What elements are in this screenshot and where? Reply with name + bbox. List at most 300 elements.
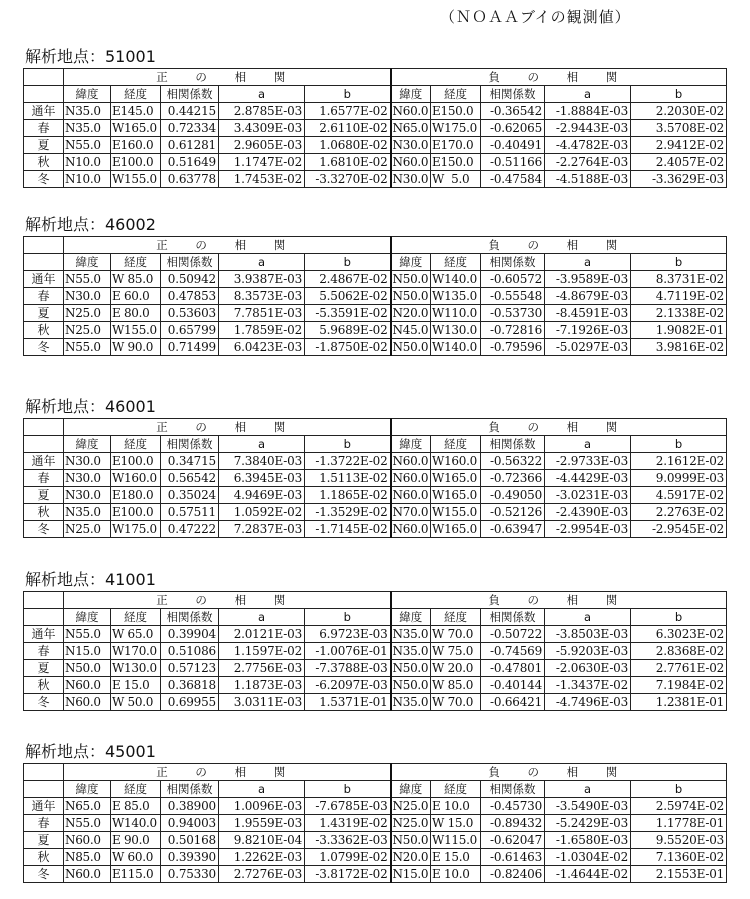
column-header-a: a	[219, 436, 305, 453]
column-header-lon: 経度	[111, 781, 161, 798]
table-row	[24, 120, 727, 137]
negative-lon-cell: W160.0	[431, 453, 481, 470]
positive-b-cell: -1.3529E-02	[305, 504, 391, 521]
negative-lon-cell: W165.0	[431, 487, 481, 504]
column-header-a: a	[545, 86, 631, 103]
season-cell: 秋	[24, 677, 64, 694]
table-row	[24, 866, 727, 883]
positive-group-header: 正 の 相 関	[64, 592, 391, 609]
season-cell: 通年	[24, 271, 64, 288]
positive-lon-cell: W170.0	[111, 643, 161, 660]
column-header-corr: 相関係数	[481, 781, 545, 798]
negative-b-cell: 2.4057E-02	[631, 154, 727, 171]
negative-corr-cell: -0.52126	[481, 504, 545, 521]
positive-b-cell: -1.0076E-01	[305, 643, 391, 660]
positive-lat-cell: N35.0	[64, 120, 111, 137]
positive-b-cell: 1.0680E-02	[305, 137, 391, 154]
positive-corr-cell: 0.53603	[161, 305, 219, 322]
column-header-a: a	[545, 436, 631, 453]
column-header-lat: 緯度	[64, 254, 111, 271]
column-header-corr: 相関係数	[481, 609, 545, 626]
negative-lon-cell: W110.0	[431, 305, 481, 322]
positive-lat-cell: N50.0	[64, 660, 111, 677]
column-header-b: b	[305, 609, 391, 626]
positive-b-cell: -5.3591E-02	[305, 305, 391, 322]
site-title: 解析地点：46002	[25, 215, 156, 234]
column-header-lat: 緯度	[64, 436, 111, 453]
positive-a-cell: 1.1747E-02	[219, 154, 305, 171]
negative-a-cell: -5.2429E-03	[545, 815, 631, 832]
negative-lat-cell: N65.0	[391, 120, 431, 137]
table-row	[24, 154, 727, 171]
season-cell: 冬	[24, 339, 64, 356]
negative-corr-cell: -0.72366	[481, 470, 545, 487]
season-cell: 冬	[24, 866, 64, 883]
table-row	[24, 643, 727, 660]
positive-b-cell: -6.2097E-03	[305, 677, 391, 694]
negative-b-cell: 8.3731E-02	[631, 271, 727, 288]
positive-b-cell: 2.4867E-02	[305, 271, 391, 288]
table-row	[24, 171, 727, 188]
negative-lat-cell: N60.0	[391, 453, 431, 470]
column-header-b: b	[631, 609, 727, 626]
column-header-a: a	[545, 254, 631, 271]
negative-lat-cell: N50.0	[391, 288, 431, 305]
positive-lat-cell: N30.0	[64, 453, 111, 470]
positive-a-cell: 1.2262E-03	[219, 849, 305, 866]
negative-a-cell: -2.4390E-03	[545, 504, 631, 521]
positive-corr-cell: 0.71499	[161, 339, 219, 356]
positive-group-header: 正 の 相 関	[64, 419, 391, 436]
column-header-lat: 緯度	[64, 609, 111, 626]
negative-group-header: 負 の 相 関	[391, 592, 727, 609]
negative-lon-cell: W155.0	[431, 504, 481, 521]
positive-lat-cell: N25.0	[64, 305, 111, 322]
season-cell: 夏	[24, 305, 64, 322]
negative-corr-cell: -0.62065	[481, 120, 545, 137]
column-header-b: b	[631, 436, 727, 453]
positive-a-cell: 1.9559E-03	[219, 815, 305, 832]
negative-lat-cell: N50.0	[391, 271, 431, 288]
negative-a-cell: -2.0630E-03	[545, 660, 631, 677]
negative-lon-cell: W 20.0	[431, 660, 481, 677]
positive-b-cell: 2.6110E-02	[305, 120, 391, 137]
positive-a-cell: 7.2837E-03	[219, 521, 305, 538]
column-header-lat: 緯度	[391, 609, 431, 626]
table-row	[24, 470, 727, 487]
negative-b-cell: 7.1984E-02	[631, 677, 727, 694]
negative-corr-cell: -0.63947	[481, 521, 545, 538]
negative-b-cell: 2.1553E-01	[631, 866, 727, 883]
positive-corr-cell: 0.35024	[161, 487, 219, 504]
positive-corr-cell: 0.69955	[161, 694, 219, 711]
positive-a-cell: 1.1873E-03	[219, 677, 305, 694]
positive-lat-cell: N55.0	[64, 137, 111, 154]
negative-a-cell: -3.9589E-03	[545, 271, 631, 288]
positive-corr-cell: 0.50942	[161, 271, 219, 288]
column-header-corr: 相関係数	[481, 86, 545, 103]
negative-lon-cell: W165.0	[431, 470, 481, 487]
column-header-a: a	[545, 781, 631, 798]
positive-corr-cell: 0.51649	[161, 154, 219, 171]
negative-group-header: 負 の 相 関	[391, 237, 727, 254]
negative-a-cell: -3.0231E-03	[545, 487, 631, 504]
positive-lon-cell: E 85.0	[111, 798, 161, 815]
negative-lat-cell: N70.0	[391, 504, 431, 521]
negative-corr-cell: -0.79596	[481, 339, 545, 356]
positive-b-cell: 5.5062E-02	[305, 288, 391, 305]
negative-lon-cell: W140.0	[431, 271, 481, 288]
negative-a-cell: -4.5188E-03	[545, 171, 631, 188]
column-header-lon: 経度	[111, 436, 161, 453]
negative-corr-cell: -0.55548	[481, 288, 545, 305]
site-title: 解析地点：45001	[25, 742, 156, 761]
positive-lon-cell: E 15.0	[111, 677, 161, 694]
negative-lon-cell: W140.0	[431, 339, 481, 356]
correlation-table	[23, 418, 727, 538]
negative-b-cell: 4.7119E-02	[631, 288, 727, 305]
column-header-b: b	[305, 86, 391, 103]
positive-corr-cell: 0.56542	[161, 470, 219, 487]
positive-b-cell: -7.6785E-03	[305, 798, 391, 815]
season-cell: 秋	[24, 504, 64, 521]
correlation-table	[23, 68, 727, 188]
negative-a-cell: -4.4782E-03	[545, 137, 631, 154]
positive-corr-cell: 0.39390	[161, 849, 219, 866]
negative-b-cell: 2.9412E-02	[631, 137, 727, 154]
negative-a-cell: -1.3437E-02	[545, 677, 631, 694]
positive-lon-cell: W175.0	[111, 521, 161, 538]
positive-lat-cell: N85.0	[64, 849, 111, 866]
column-header-corr: 相関係数	[161, 254, 219, 271]
negative-lat-cell: N50.0	[391, 677, 431, 694]
positive-corr-cell: 0.65799	[161, 322, 219, 339]
positive-lat-cell: N60.0	[64, 694, 111, 711]
positive-lon-cell: E 60.0	[111, 288, 161, 305]
negative-lon-cell: W 5.0	[431, 171, 481, 188]
positive-lat-cell: N10.0	[64, 171, 111, 188]
positive-b-cell: 1.6577E-02	[305, 103, 391, 120]
column-header-lat: 緯度	[391, 781, 431, 798]
season-cell: 春	[24, 288, 64, 305]
positive-corr-cell: 0.34715	[161, 453, 219, 470]
negative-lat-cell: N30.0	[391, 171, 431, 188]
column-header-b: b	[305, 781, 391, 798]
site-block-4	[23, 742, 726, 883]
correlation-table	[23, 763, 727, 883]
column-header-lon: 経度	[431, 436, 481, 453]
negative-a-cell: -8.4591E-03	[545, 305, 631, 322]
season-cell: 秋	[24, 849, 64, 866]
negative-lon-cell: E170.0	[431, 137, 481, 154]
column-header-lon: 経度	[111, 609, 161, 626]
positive-lat-cell: N35.0	[64, 103, 111, 120]
positive-lat-cell: N35.0	[64, 504, 111, 521]
column-header-b: b	[631, 86, 727, 103]
positive-a-cell: 1.0592E-02	[219, 504, 305, 521]
positive-lat-cell: N15.0	[64, 643, 111, 660]
column-header-corr: 相関係数	[161, 781, 219, 798]
table-row	[24, 521, 727, 538]
negative-b-cell: 2.8368E-02	[631, 643, 727, 660]
column-header-lat: 緯度	[64, 781, 111, 798]
positive-group-header: 正 の 相 関	[64, 69, 391, 86]
correlation-table	[23, 591, 727, 711]
positive-lat-cell: N10.0	[64, 154, 111, 171]
positive-lon-cell: W 60.0	[111, 849, 161, 866]
negative-lat-cell: N60.0	[391, 521, 431, 538]
corner-cell	[24, 781, 64, 798]
negative-lat-cell: N60.0	[391, 470, 431, 487]
positive-b-cell: 1.4319E-02	[305, 815, 391, 832]
positive-a-cell: 7.3840E-03	[219, 453, 305, 470]
positive-a-cell: 3.4309E-03	[219, 120, 305, 137]
negative-b-cell: 7.1360E-02	[631, 849, 727, 866]
positive-a-cell: 3.0311E-03	[219, 694, 305, 711]
column-header-b: b	[631, 781, 727, 798]
negative-a-cell: -1.0304E-02	[545, 849, 631, 866]
positive-corr-cell: 0.57511	[161, 504, 219, 521]
season-cell: 通年	[24, 626, 64, 643]
negative-lat-cell: N50.0	[391, 339, 431, 356]
negative-corr-cell: -0.74569	[481, 643, 545, 660]
negative-lon-cell: W175.0	[431, 120, 481, 137]
negative-corr-cell: -0.36542	[481, 103, 545, 120]
negative-corr-cell: -0.47584	[481, 171, 545, 188]
negative-b-cell: 9.5520E-03	[631, 832, 727, 849]
season-cell: 冬	[24, 171, 64, 188]
column-header-lat: 緯度	[391, 254, 431, 271]
positive-lat-cell: N30.0	[64, 470, 111, 487]
positive-lon-cell: W130.0	[111, 660, 161, 677]
column-header-lat: 緯度	[391, 86, 431, 103]
positive-group-header: 正 の 相 関	[64, 764, 391, 781]
negative-b-cell: 1.9082E-01	[631, 322, 727, 339]
column-header-a: a	[545, 609, 631, 626]
positive-corr-cell: 0.38900	[161, 798, 219, 815]
negative-lon-cell: W 85.0	[431, 677, 481, 694]
column-header-lon: 経度	[431, 86, 481, 103]
negative-a-cell: -4.8679E-03	[545, 288, 631, 305]
column-header-a: a	[219, 254, 305, 271]
negative-b-cell: 2.5974E-02	[631, 798, 727, 815]
negative-a-cell: -2.2764E-03	[545, 154, 631, 171]
site-block-3	[23, 570, 726, 711]
table-row	[24, 453, 727, 470]
negative-b-cell: 2.2763E-02	[631, 504, 727, 521]
positive-lat-cell: N55.0	[64, 815, 111, 832]
table-row	[24, 487, 727, 504]
negative-corr-cell: -0.40144	[481, 677, 545, 694]
negative-corr-cell: -0.53730	[481, 305, 545, 322]
positive-lat-cell: N30.0	[64, 288, 111, 305]
positive-lon-cell: W165.0	[111, 120, 161, 137]
positive-lon-cell: E 80.0	[111, 305, 161, 322]
negative-corr-cell: -0.89432	[481, 815, 545, 832]
positive-a-cell: 2.9605E-03	[219, 137, 305, 154]
negative-lon-cell: W 15.0	[431, 815, 481, 832]
positive-lon-cell: E145.0	[111, 103, 161, 120]
negative-corr-cell: -0.40491	[481, 137, 545, 154]
table-row	[24, 798, 727, 815]
negative-a-cell: -1.4644E-02	[545, 866, 631, 883]
negative-lat-cell: N30.0	[391, 137, 431, 154]
negative-lon-cell: W130.0	[431, 322, 481, 339]
table-row	[24, 694, 727, 711]
negative-lat-cell: N20.0	[391, 305, 431, 322]
negative-lon-cell: E 15.0	[431, 849, 481, 866]
column-header-b: b	[631, 254, 727, 271]
positive-a-cell: 1.7453E-02	[219, 171, 305, 188]
negative-lon-cell: W 75.0	[431, 643, 481, 660]
negative-corr-cell: -0.72816	[481, 322, 545, 339]
negative-lat-cell: N25.0	[391, 798, 431, 815]
table-row	[24, 339, 727, 356]
positive-b-cell: -1.7145E-02	[305, 521, 391, 538]
corner-cell	[24, 237, 64, 254]
positive-corr-cell: 0.36818	[161, 677, 219, 694]
positive-lat-cell: N55.0	[64, 271, 111, 288]
season-cell: 冬	[24, 694, 64, 711]
positive-lon-cell: W 85.0	[111, 271, 161, 288]
column-header-lon: 経度	[431, 781, 481, 798]
corner-cell	[24, 254, 64, 271]
positive-corr-cell: 0.47222	[161, 521, 219, 538]
table-row	[24, 677, 727, 694]
negative-a-cell: -1.8884E-03	[545, 103, 631, 120]
negative-corr-cell: -0.51166	[481, 154, 545, 171]
positive-lat-cell: N25.0	[64, 521, 111, 538]
negative-lat-cell: N60.0	[391, 154, 431, 171]
positive-lon-cell: E180.0	[111, 487, 161, 504]
positive-lon-cell: E160.0	[111, 137, 161, 154]
negative-a-cell: -1.6580E-03	[545, 832, 631, 849]
site-title: 解析地点：41001	[25, 570, 156, 589]
negative-lon-cell: W 70.0	[431, 626, 481, 643]
negative-b-cell: -2.9545E-02	[631, 521, 727, 538]
column-header-lat: 緯度	[391, 436, 431, 453]
site-block-2	[23, 397, 726, 538]
negative-a-cell: -2.9733E-03	[545, 453, 631, 470]
positive-a-cell: 3.9387E-03	[219, 271, 305, 288]
positive-corr-cell: 0.63778	[161, 171, 219, 188]
negative-b-cell: 1.1778E-01	[631, 815, 727, 832]
negative-a-cell: -3.5490E-03	[545, 798, 631, 815]
positive-lon-cell: E 90.0	[111, 832, 161, 849]
site-block-0	[23, 47, 726, 188]
positive-lat-cell: N60.0	[64, 677, 111, 694]
negative-a-cell: -5.9203E-03	[545, 643, 631, 660]
negative-lon-cell: W 70.0	[431, 694, 481, 711]
table-row	[24, 288, 727, 305]
positive-b-cell: 1.1865E-02	[305, 487, 391, 504]
negative-lat-cell: N60.0	[391, 103, 431, 120]
positive-a-cell: 6.3945E-03	[219, 470, 305, 487]
table-row	[24, 305, 727, 322]
negative-corr-cell: -0.50722	[481, 626, 545, 643]
positive-lon-cell: E100.0	[111, 453, 161, 470]
negative-lat-cell: N45.0	[391, 322, 431, 339]
season-cell: 秋	[24, 322, 64, 339]
corner-cell	[24, 609, 64, 626]
positive-lat-cell: N65.0	[64, 798, 111, 815]
positive-b-cell: -7.3788E-03	[305, 660, 391, 677]
corner-cell	[24, 419, 64, 436]
positive-b-cell: 6.9723E-03	[305, 626, 391, 643]
negative-group-header: 負 の 相 関	[391, 764, 727, 781]
corner-cell	[24, 86, 64, 103]
positive-b-cell: 5.9689E-02	[305, 322, 391, 339]
positive-lon-cell: W140.0	[111, 815, 161, 832]
season-cell: 春	[24, 815, 64, 832]
season-cell: 通年	[24, 103, 64, 120]
season-cell: 春	[24, 470, 64, 487]
negative-lon-cell: W165.0	[431, 521, 481, 538]
negative-b-cell: 2.1338E-02	[631, 305, 727, 322]
positive-lon-cell: W155.0	[111, 322, 161, 339]
negative-b-cell: 9.0999E-03	[631, 470, 727, 487]
season-cell: 春	[24, 120, 64, 137]
negative-a-cell: -4.7496E-03	[545, 694, 631, 711]
negative-lat-cell: N60.0	[391, 487, 431, 504]
positive-lat-cell: N55.0	[64, 339, 111, 356]
positive-lon-cell: W155.0	[111, 171, 161, 188]
site-title: 解析地点：46001	[25, 397, 156, 416]
season-cell: 夏	[24, 137, 64, 154]
season-cell: 夏	[24, 487, 64, 504]
negative-lat-cell: N35.0	[391, 643, 431, 660]
positive-lat-cell: N60.0	[64, 832, 111, 849]
negative-corr-cell: -0.62047	[481, 832, 545, 849]
column-header-b: b	[305, 436, 391, 453]
negative-a-cell: -5.0297E-03	[545, 339, 631, 356]
negative-a-cell: -2.9443E-03	[545, 120, 631, 137]
negative-b-cell: 4.5917E-02	[631, 487, 727, 504]
positive-lat-cell: N25.0	[64, 322, 111, 339]
site-block-1	[23, 215, 726, 356]
column-header-corr: 相関係数	[161, 86, 219, 103]
season-cell: 春	[24, 643, 64, 660]
positive-lat-cell: N60.0	[64, 866, 111, 883]
positive-b-cell: 1.0799E-02	[305, 849, 391, 866]
positive-corr-cell: 0.39904	[161, 626, 219, 643]
negative-lon-cell: E 10.0	[431, 798, 481, 815]
positive-b-cell: 1.5113E-02	[305, 470, 391, 487]
positive-b-cell: -3.8172E-02	[305, 866, 391, 883]
season-cell: 夏	[24, 832, 64, 849]
positive-a-cell: 2.8785E-03	[219, 103, 305, 120]
positive-corr-cell: 0.57123	[161, 660, 219, 677]
column-header-a: a	[219, 86, 305, 103]
positive-corr-cell: 0.50168	[161, 832, 219, 849]
negative-lon-cell: E150.0	[431, 154, 481, 171]
negative-a-cell: -2.9954E-03	[545, 521, 631, 538]
negative-b-cell: 3.9816E-02	[631, 339, 727, 356]
negative-b-cell: 2.1612E-02	[631, 453, 727, 470]
negative-lat-cell: N50.0	[391, 660, 431, 677]
negative-group-header: 負 の 相 関	[391, 419, 727, 436]
column-header-corr: 相関係数	[161, 609, 219, 626]
corner-cell	[24, 69, 64, 86]
column-header-lon: 経度	[111, 86, 161, 103]
season-cell: 夏	[24, 660, 64, 677]
table-row	[24, 103, 727, 120]
negative-lat-cell: N20.0	[391, 849, 431, 866]
column-header-lon: 経度	[431, 254, 481, 271]
column-header-corr: 相関係数	[481, 254, 545, 271]
corner-cell	[24, 592, 64, 609]
column-header-b: b	[305, 254, 391, 271]
